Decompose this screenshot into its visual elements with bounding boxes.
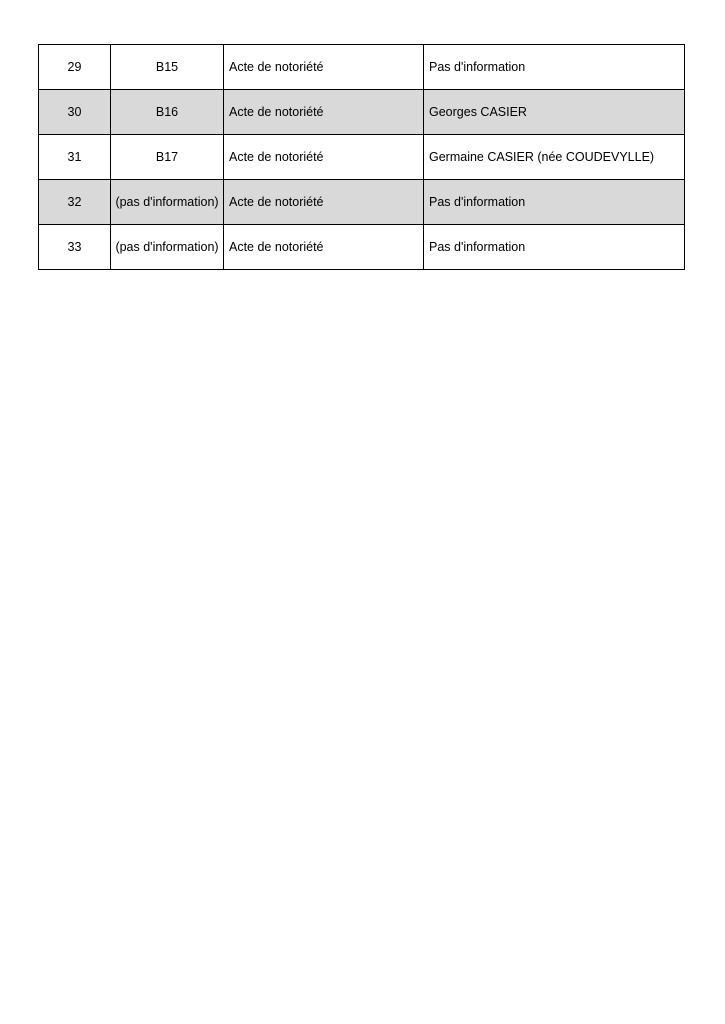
record-number: 29	[39, 45, 111, 90]
record-type: Acte de notoriété	[224, 225, 424, 270]
record-type: Acte de notoriété	[224, 90, 424, 135]
record-reference: B16	[111, 90, 224, 135]
table-row	[39, 225, 685, 270]
record-person: Pas d'information	[424, 180, 685, 225]
record-type: Acte de notoriété	[224, 45, 424, 90]
table-row	[39, 90, 685, 135]
record-person: Pas d'information	[424, 225, 685, 270]
record-reference: (pas d'information)	[111, 225, 224, 270]
record-number: 32	[39, 180, 111, 225]
record-person: Germaine CASIER (née COUDEVYLLE)	[424, 135, 685, 180]
record-person: Georges CASIER	[424, 90, 685, 135]
record-reference: B15	[111, 45, 224, 90]
records-table	[38, 44, 685, 270]
record-person: Pas d'information	[424, 45, 685, 90]
record-number: 33	[39, 225, 111, 270]
table-row	[39, 45, 685, 90]
record-number: 31	[39, 135, 111, 180]
table-row	[39, 135, 685, 180]
record-number: 30	[39, 90, 111, 135]
table-row	[39, 180, 685, 225]
record-reference: B17	[111, 135, 224, 180]
record-type: Acte de notoriété	[224, 135, 424, 180]
record-type: Acte de notoriété	[224, 180, 424, 225]
record-reference: (pas d'information)	[111, 180, 224, 225]
